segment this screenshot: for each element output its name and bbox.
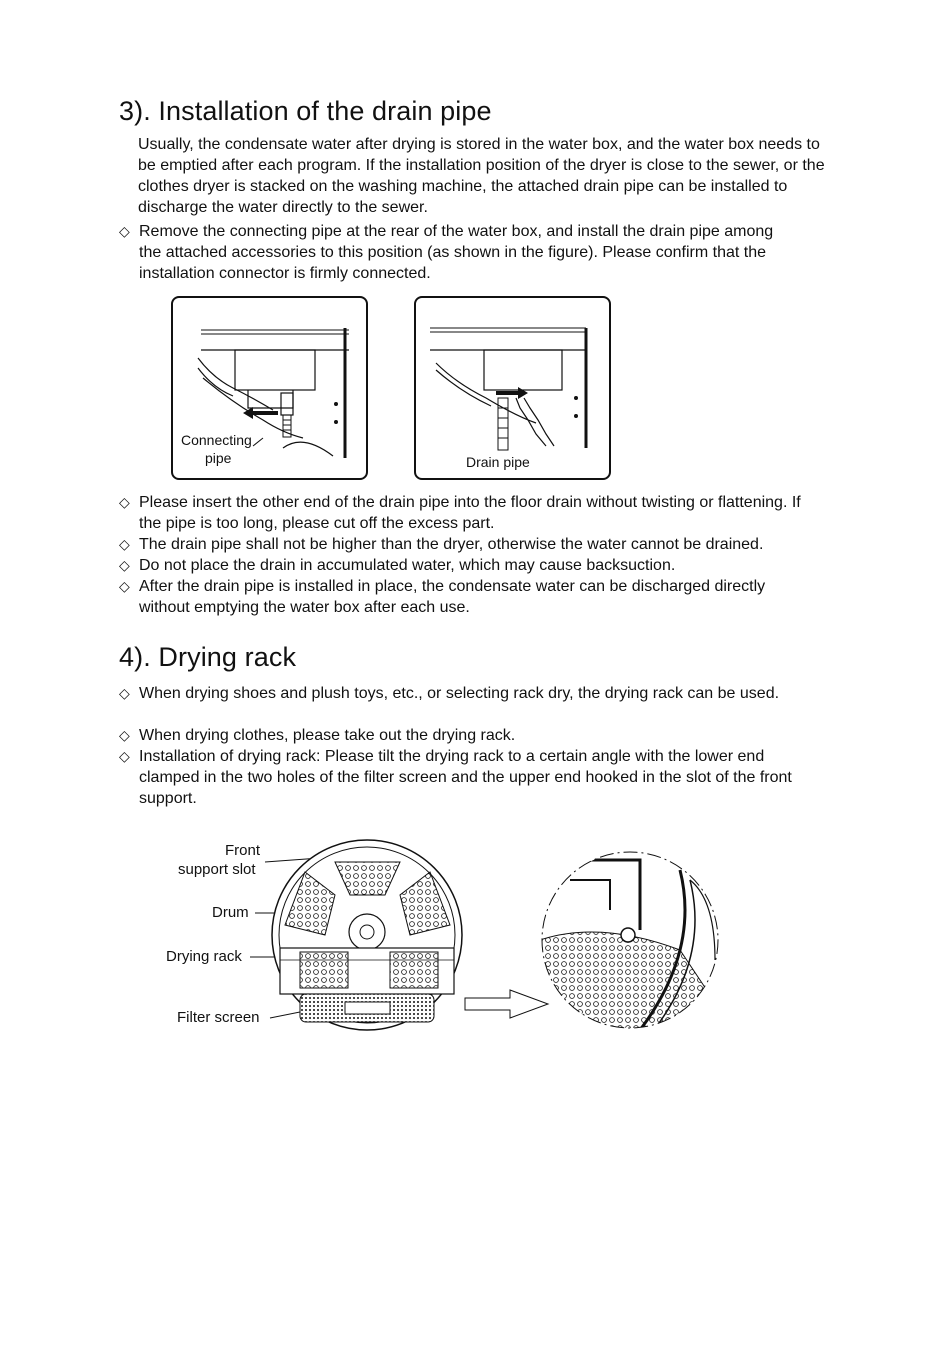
diamond-bullet-icon: ◇ — [119, 223, 130, 239]
label-drying-rack: Drying rack — [166, 948, 242, 965]
label-drum: Drum — [212, 904, 249, 921]
bullet-text: Remove the connecting pipe at the rear of the water box, and install the drain pipe among the attached accessories to this position (as shown in the figure). Please confirm that the installation connector is firmly connected. — [139, 223, 774, 282]
diamond-bullet-icon: ◇ — [119, 536, 130, 552]
section3-heading: 3). Installation of the drain pipe — [119, 96, 492, 126]
label-support-slot: support slot — [178, 861, 256, 878]
diamond-bullet-icon: ◇ — [119, 494, 130, 510]
section3-intro: Usually, the condensate water after drying is stored in the water box, and the water box needs to be emptied after each program. If the installation position of the dryer is close to the sewer, or the clothes dryer is stacked on the washing machine, the attached drain pipe can be installed to discharge the water directly to the sewer. — [138, 136, 825, 216]
label-filter-screen: Filter screen — [177, 1009, 260, 1026]
diamond-bullet-icon: ◇ — [119, 685, 130, 701]
bullet-text: Do not place the drain in accumulated water, which may cause backsuction. — [139, 557, 676, 574]
bullet-text: After the drain pipe is installed in place, the condensate water can be discharged directly without emptying the water box after each use. — [139, 578, 766, 616]
diamond-bullet-icon: ◇ — [119, 748, 130, 764]
bullet-text: When drying shoes and plush toys, etc., or selecting rack dry, the drying rack can be used. — [139, 685, 780, 702]
bullet-text: Please insert the other end of the drain pipe into the floor drain without twisting or flattening. If the pipe is too long, please cut off the excess part. — [139, 494, 801, 532]
arrow-right-icon — [465, 990, 548, 1018]
caption-pipe: pipe — [205, 450, 232, 466]
section4-heading: 4). Drying rack — [119, 642, 297, 672]
bullet-text: Installation of drying rack: Please tilt the drying rack to a certain angle with the lower end clamped in the two holes of the filter screen and the upper end hooked in the slot of the front support. — [139, 748, 792, 807]
diamond-bullet-icon: ◇ — [119, 557, 130, 573]
caption-drain-pipe: Drain pipe — [466, 454, 530, 470]
bullet-text: When drying clothes, please take out the drying rack. — [139, 727, 516, 744]
label-front: Front — [225, 842, 261, 859]
bullet-text: The drain pipe shall not be higher than the dryer, otherwise the water cannot be drained. — [139, 536, 764, 553]
diamond-bullet-icon: ◇ — [119, 727, 130, 743]
caption-connecting: Connecting — [181, 432, 252, 448]
diamond-bullet-icon: ◇ — [119, 578, 130, 594]
